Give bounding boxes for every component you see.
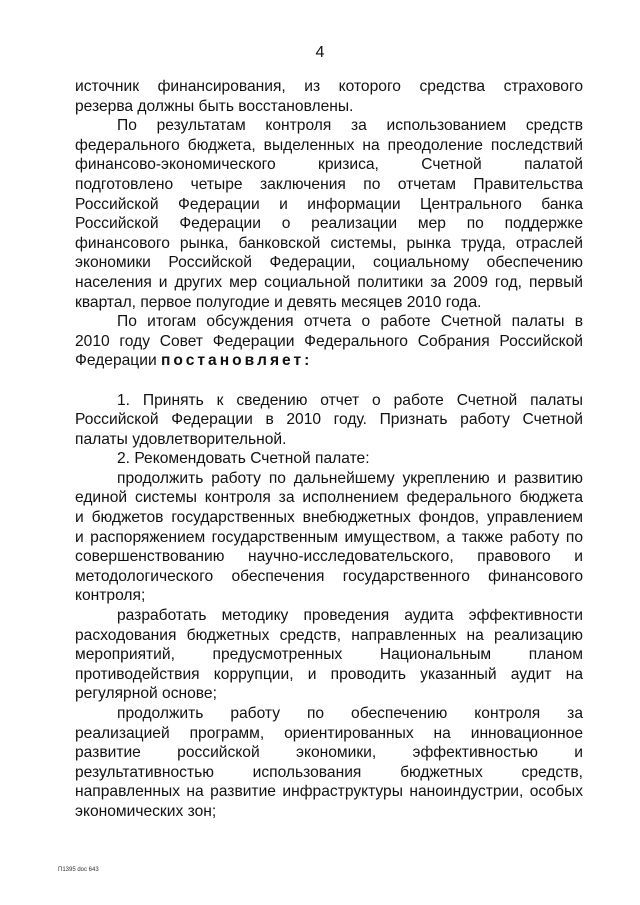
text-line: развитие российской экономики, эффективностью и (75, 744, 583, 762)
paragraph (75, 449, 583, 469)
text-line: финансового рынка, банковской системы, рынка труда, отраслей (75, 234, 583, 252)
text-line: квартал, первое полугодие и девять месяцев 2010 года. (75, 293, 482, 311)
text-line: По результатам контроля за использованием средств (117, 117, 583, 135)
text-line: подготовлено четыре заключения по отчетам Правительства (75, 175, 583, 193)
text-line: резерва должны быть восстановлены. (75, 97, 354, 115)
text-line: экономических зон; (75, 802, 217, 820)
text-line: контроля; (75, 587, 146, 605)
text-line: 2. Рекомендовать Счетной палате: (117, 450, 370, 468)
paragraph (75, 704, 583, 822)
text-line: продолжить работу по дальнейшему укреплению и развитию (117, 469, 583, 487)
text-line: противодействия коррупции, и проводить указанный аудит на (75, 665, 583, 683)
text-line: и распоряжением государственным имуществом, а также работу по (75, 528, 583, 546)
text-line: реализацией программ, ориентированных на инновационное (75, 724, 583, 742)
text-line: единой системы контроля за исполнением федерального бюджета (75, 489, 583, 507)
text-line: федерального бюджета, выделенных на преодоление последствий (75, 136, 583, 154)
paragraph (75, 606, 583, 704)
blank-line (75, 371, 583, 391)
text-line: методологического обеспечения государственного финансового (75, 567, 583, 585)
document-body (75, 77, 583, 822)
text-line (75, 351, 583, 371)
page-number: 4 (315, 44, 325, 61)
text-line: и бюджетов государственных внебюджетных фондов, управлением (75, 509, 583, 527)
text-line: финансово-экономического кризиса, Счетной палатой (75, 156, 583, 174)
text-line: продолжить работу по обеспечению контроля за (117, 705, 583, 722)
text-line: экономики Российской Федерации, социальному обеспечению (75, 254, 583, 272)
text-line: направленных на развитие инфраструктуры наноиндустрии, особых (75, 783, 583, 801)
footer-file-ref: П1395 doc 643 (58, 867, 99, 873)
paragraph (75, 391, 583, 450)
text-line: мероприятий, предусмотренных Национальным планом (75, 646, 583, 664)
paragraph (75, 116, 583, 312)
text-line: совершенствованию научно-исследовательского, правового и (75, 548, 583, 566)
text-line: палаты удовлетворительной. (75, 430, 287, 448)
text-line: 1. Принять к сведению отчет о работе Счетной палаты (117, 391, 583, 409)
text-line: результативностью использования бюджетных средств, (75, 763, 583, 781)
text-line: населения и других мер социальной политики за 2009 год, первый (75, 273, 583, 291)
paragraph (75, 469, 583, 606)
text-line: 2010 году Совет Федерации Федерального Собрания Российской (75, 332, 583, 350)
text-line: По итогам обсуждения отчета о работе Счетной палаты в (117, 313, 583, 331)
resolution-keyword: постановляет: (161, 352, 313, 370)
text-line: разработать методику проведения аудита эффективности (117, 607, 583, 625)
paragraph (75, 77, 583, 116)
text-line: источник финансирования, из которого средства страхового (75, 78, 583, 95)
text-line: Российской Федерации и информации Центрального банка (75, 195, 583, 213)
text-line: Российской Федерации в 2010 году. Признать работу Счетной (75, 411, 583, 429)
paragraph (75, 312, 583, 371)
text-line: Российской Федерации о реализации мер по поддержке (75, 215, 583, 233)
text-line: расходования бюджетных средств, направленных на реализацию (75, 626, 583, 644)
text-line: регулярной основе; (75, 685, 217, 703)
text-fragment: Федерации (75, 352, 157, 370)
